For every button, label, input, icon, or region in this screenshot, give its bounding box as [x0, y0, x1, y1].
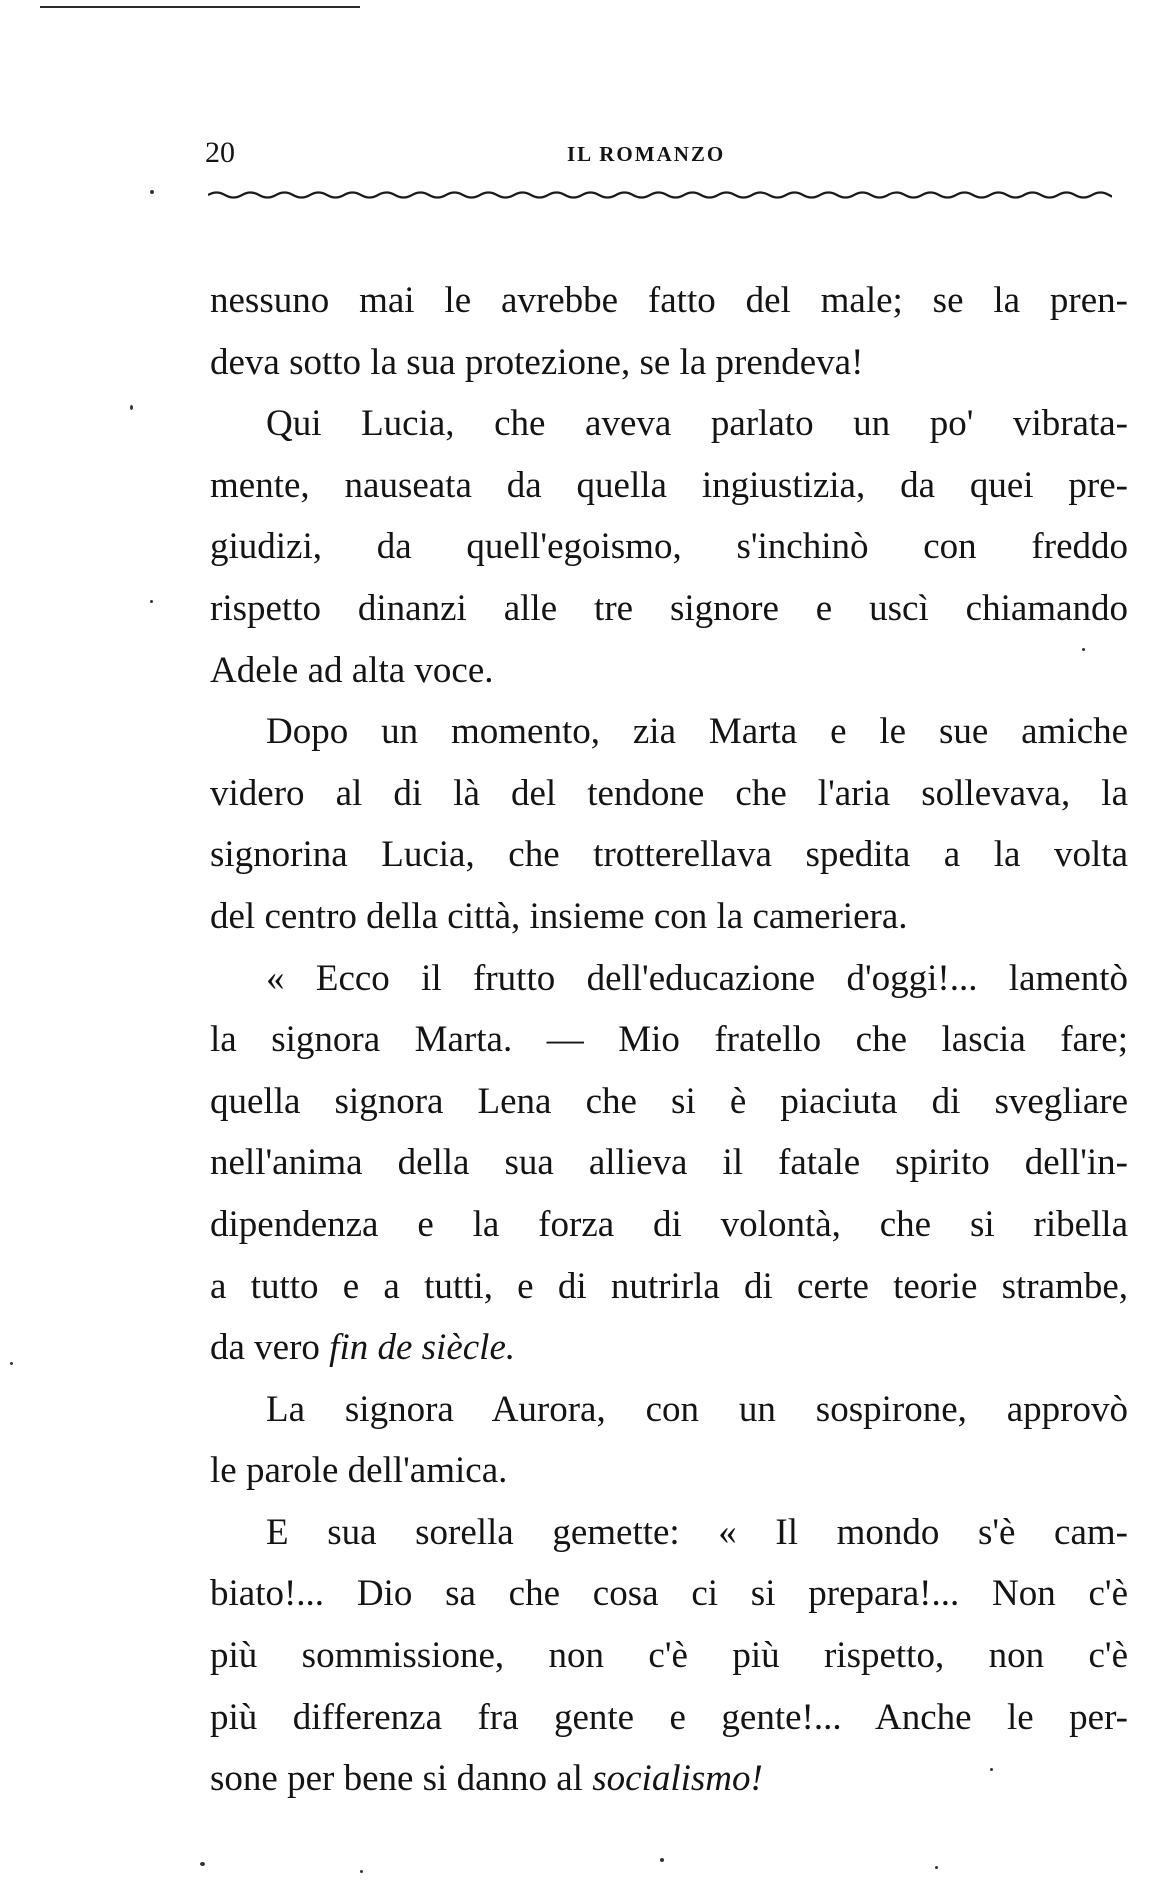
line-text: le parole dell'amica.: [210, 1450, 508, 1492]
text-line: [210, 948, 1128, 1010]
text-line: [210, 455, 1128, 517]
page-header: [205, 136, 1125, 176]
line-text: nessuno mai le avrebbe fatto del male; se la pren-: [210, 280, 1128, 321]
line-text: Qui Lucia, che aveva parlato un po' vibrata-: [266, 403, 1128, 445]
text-line: [210, 1317, 1128, 1379]
line-text: del centro della città, insieme con la cameriera.: [210, 895, 908, 937]
line-text: giudizi, da quell'egoismo, s'inchinò con freddo: [210, 526, 1128, 568]
scan-speck: [1082, 648, 1085, 651]
line-text: mente, nauseata da quella ingiustizia, da quei pre-: [210, 464, 1128, 506]
line-text: dipendenza e la forza di volontà, che si ribella: [210, 1203, 1128, 1245]
scan-speck: [10, 1362, 13, 1365]
line-text: a tutto e a tutti, e di nutrirla di certe teorie strambe,: [210, 1265, 1128, 1307]
line-text: la signora Marta. — Mio fratello che lascia fare;: [210, 1019, 1128, 1061]
line-text: signorina Lucia, che trotterellava spedita a la volta: [210, 834, 1128, 876]
scan-speck: [360, 1870, 363, 1873]
text-line: [210, 640, 1128, 702]
text-line: [210, 1563, 1128, 1625]
scan-edge-line: [40, 6, 360, 8]
text-line: [210, 270, 1128, 332]
scan-speck: [660, 1858, 664, 1862]
running-title: IL ROMANZO: [567, 142, 726, 166]
line-text: « Ecco il frutto dell'educazione d'oggi!... lamentò: [266, 957, 1128, 999]
italic-phrase: fin de siècle.: [329, 1327, 516, 1369]
italic-phrase: socialismo!: [592, 1758, 763, 1800]
text-line: [210, 1132, 1128, 1194]
line-text: videro al di là del tendone che l'aria sollevava, la: [210, 772, 1128, 814]
scan-speck: [200, 1862, 205, 1866]
text-line: [210, 1440, 1128, 1502]
line-text: da vero: [210, 1327, 320, 1369]
text-line: [210, 824, 1128, 886]
text-line: [210, 332, 1128, 394]
scan-speck: [150, 190, 154, 194]
line-text: Adele ad alta voce.: [210, 649, 494, 691]
body-text: [210, 270, 1128, 1810]
scan-speck: [935, 1866, 938, 1869]
text-line: [210, 1379, 1128, 1441]
line-text: E sua sorella gemette: « Il mondo s'è cam-: [266, 1511, 1128, 1553]
text-line: [210, 1071, 1128, 1133]
text-line: [210, 1009, 1128, 1071]
text-line: [210, 886, 1128, 948]
scan-speck: [990, 1768, 993, 1771]
page-number: 20: [205, 136, 235, 169]
line-text: più differenza fra gente e gente!... Anche le per-: [210, 1696, 1128, 1738]
text-line: [210, 1502, 1128, 1564]
text-line: [210, 763, 1128, 825]
line-text: più sommissione, non c'è più rispetto, non c'è: [210, 1635, 1128, 1677]
line-text: quella signora Lena che si è piaciuta di svegliare: [210, 1080, 1128, 1122]
line-text: sone per bene si danno al: [210, 1758, 583, 1800]
text-line: [210, 516, 1128, 578]
decorative-wavy-rule: [208, 184, 1112, 206]
text-line: [210, 393, 1128, 455]
text-line: [210, 1256, 1128, 1318]
line-text: deva sotto la sua protezione, se la prendeva!: [210, 341, 864, 383]
text-line: [210, 701, 1128, 763]
text-line: [210, 1625, 1128, 1687]
line-text: rispetto dinanzi alle tre signore e uscì chiamando: [210, 587, 1128, 629]
text-line: [210, 1687, 1128, 1749]
line-text: Dopo un momento, zia Marta e le sue amiche: [266, 711, 1128, 753]
line-text: La signora Aurora, con un sospirone, approvò: [266, 1388, 1128, 1430]
scan-speck: [150, 600, 153, 603]
text-line: [210, 578, 1128, 640]
line-text: biato!... Dio sa che cosa ci si prepara!... Non c'è: [210, 1573, 1128, 1615]
scan-speck: [130, 405, 133, 410]
text-line: [210, 1748, 1128, 1810]
line-text: nell'anima della sua allieva il fatale spirito dell'in-: [210, 1142, 1128, 1184]
text-line: [210, 1194, 1128, 1256]
